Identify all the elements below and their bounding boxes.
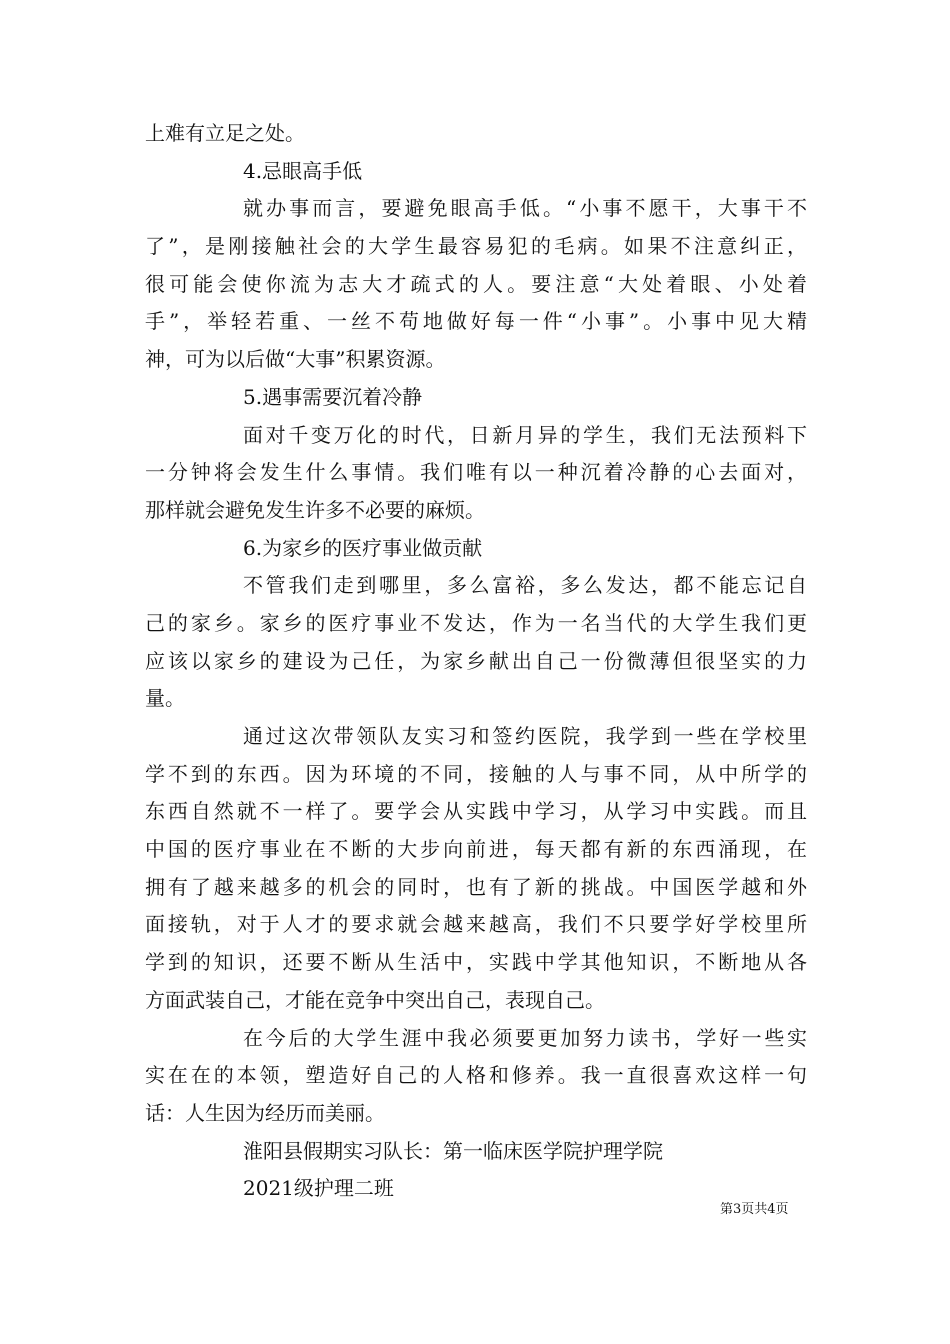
paragraph-line: 神，可为以后做“大事”积累资源。	[145, 347, 446, 372]
paragraph-line: 应该以家乡的建设为己任，为家乡献出自己一份微薄但很坚实的力	[145, 648, 807, 673]
paragraph-line: 就办事而言，要避免眼高手低。“小事不愿干，大事干不	[243, 196, 807, 221]
section-heading: 6.为家乡的医疗事业做贡献	[243, 535, 483, 560]
paragraph-line: 话：人生因为经历而美丽。	[145, 1100, 385, 1125]
paragraph-line: 东西自然就不一样了。要学会从实践中学习，从学习中实践。而且	[145, 799, 807, 824]
paragraph-line: 方面武装自己，才能在竞争中突出自己，表现自己。	[145, 987, 605, 1012]
paragraph-line: 手”，举轻若重、一丝不苟地做好每一件“小事”。小事中见大精	[145, 309, 807, 334]
paragraph-line: 面对千变万化的时代，日新月异的学生，我们无法预料下	[243, 422, 807, 447]
section-heading: 4.忌眼高手低	[243, 158, 363, 183]
paragraph-line: 量。	[145, 686, 185, 711]
class-line: 2021级护理二班	[243, 1176, 394, 1201]
paragraph-line: 很可能会使你流为志大才疏式的人。要注意“大处着眼、小处着	[145, 271, 807, 296]
paragraph-line: 中国的医疗事业在不断的大步向前进，每天都有新的东西涌现，在	[145, 837, 807, 862]
body-text	[145, 115, 807, 1208]
paragraph-line: 拥有了越来越多的机会的同时，也有了新的挑战。中国医学越和外	[145, 874, 807, 899]
page-number: 第3页共4页	[720, 1202, 789, 1217]
paragraph-line: 学不到的东西。因为环境的不同，接触的人与事不同，从中所学的	[145, 761, 807, 786]
paragraph-line: 一分钟将会发生什么事情。我们唯有以一种沉着冷静的心去面对，	[145, 460, 807, 485]
paragraph-line: 面接轨，对于人才的要求就会越来越高，我们不只要学好学校里所	[145, 912, 807, 937]
paragraph-line: 不管我们走到哪里，多么富裕，多么发达，都不能忘记自	[243, 573, 807, 598]
paragraph-line: 通过这次带领队友实习和签约医院，我学到一些在学校里	[243, 724, 807, 748]
paragraph-line: 实在在的本领，塑造好自己的人格和修养。我一直很喜欢这样一句	[145, 1063, 807, 1088]
paragraph-line: 上难有立足之处。	[145, 121, 305, 145]
section-heading: 5.遇事需要沉着冷静	[243, 384, 423, 409]
signature-line: 淮阳县假期实习队长：第一临床医学院护理学院	[243, 1138, 663, 1163]
paragraph-line: 了”，是刚接触社会的大学生最容易犯的毛病。如果不注意纠正，	[145, 234, 807, 259]
paragraph-line: 那样就会避免发生许多不必要的麻烦。	[145, 497, 485, 522]
paragraph-line: 在今后的大学生涯中我必须要更加努力读书，学好一些实	[243, 1025, 807, 1050]
paragraph-line: 己的家乡。家乡的医疗事业不发达，作为一名当代的大学生我们更	[145, 610, 807, 635]
paragraph-line: 学到的知识，还要不断从生活中，实践中学其他知识，不断地从各	[145, 950, 807, 975]
